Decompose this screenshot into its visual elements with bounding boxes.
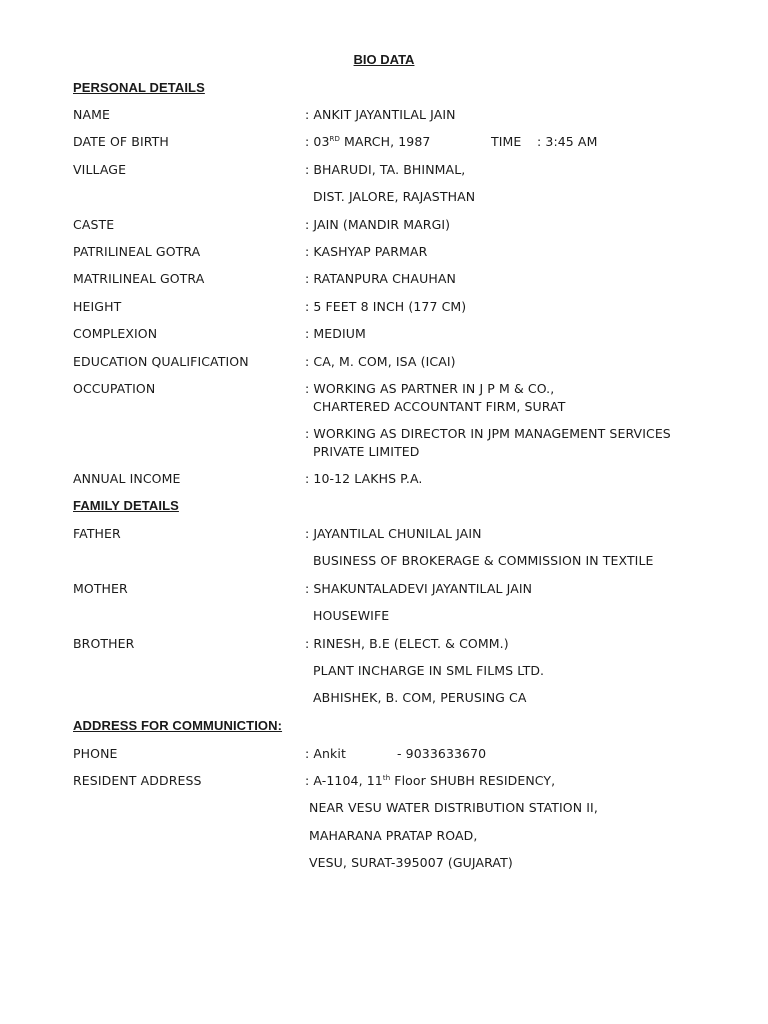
height-label: HEIGHT <box>73 299 122 314</box>
education-label: EDUCATION QUALIFICATION <box>73 354 249 369</box>
resident-address-label: RESIDENT ADDRESS <box>73 773 202 788</box>
education-value: : CA, M. COM, ISA (ICAI) <box>305 354 456 369</box>
personal-details-heading: PERSONAL DETAILS <box>73 80 205 95</box>
occupation-value-line1: : WORKING AS PARTNER IN J P M & CO., <box>305 381 555 396</box>
dob-prefix: : 03 <box>305 134 330 149</box>
resident-address-line3: MAHARANA PRATAP ROAD, <box>309 828 478 843</box>
father-value-line1: : JAYANTILAL CHUNILAL JAIN <box>305 526 482 541</box>
brother-value-line2: PLANT INCHARGE IN SML FILMS LTD. <box>313 663 545 678</box>
occupation-label: OCCUPATION <box>73 381 156 396</box>
res-superscript: th <box>382 774 391 782</box>
father-label: FATHER <box>73 526 121 541</box>
annual-income-label: ANNUAL INCOME <box>73 471 181 486</box>
resident-address-line4: VESU, SURAT-395007 (GUJARAT) <box>309 855 513 870</box>
resident-address-line1 <box>305 773 555 789</box>
occupation-value-line3: : WORKING AS DIRECTOR IN JPM MANAGEMENT SERVICES <box>305 426 671 441</box>
address-heading: ADDRESS FOR COMMUNICTION: <box>73 718 283 733</box>
brother-value-line3: ABHISHEK, B. COM, PERUSING CA <box>313 690 527 705</box>
dob-value <box>305 134 430 150</box>
matrilineal-gotra-label: MATRILINEAL GOTRA <box>73 271 205 286</box>
brother-label: BROTHER <box>73 636 135 651</box>
res-prefix: : A-1104, 11 <box>305 773 383 788</box>
complexion-value: : MEDIUM <box>305 326 366 341</box>
resident-address-line2: NEAR VESU WATER DISTRIBUTION STATION II, <box>309 800 598 815</box>
village-label: VILLAGE <box>73 162 127 177</box>
annual-income-value: : 10-12 LAKHS P.A. <box>305 471 423 486</box>
occupation-value-line2: CHARTERED ACCOUNTANT FIRM, SURAT <box>313 399 566 414</box>
dob-superscript: RD <box>329 135 340 143</box>
family-details-heading: FAMILY DETAILS <box>73 498 179 513</box>
document-title: BIO DATA <box>353 52 415 67</box>
phone-number: - 9033633670 <box>397 746 487 761</box>
mother-value-line1: : SHAKUNTALADEVI JAYANTILAL JAIN <box>305 581 533 596</box>
dob-rest: MARCH, 1987 <box>339 134 431 149</box>
caste-label: CASTE <box>73 217 115 232</box>
name-value: : ANKIT JAYANTILAL JAIN <box>305 107 456 122</box>
patrilineal-gotra-label: PATRILINEAL GOTRA <box>73 244 201 259</box>
matrilineal-gotra-value: : RATANPURA CHAUHAN <box>305 271 456 286</box>
height-value: : 5 FEET 8 INCH (177 CM) <box>305 299 467 314</box>
time-label: TIME <box>491 134 522 149</box>
name-label: NAME <box>73 107 110 122</box>
phone-name: : Ankit <box>305 746 346 761</box>
complexion-label: COMPLEXION <box>73 326 158 341</box>
patrilineal-gotra-value: : KASHYAP PARMAR <box>305 244 428 259</box>
village-value-line2: DIST. JALORE, RAJASTHAN <box>313 189 476 204</box>
caste-value: : JAIN (MANDIR MARGI) <box>305 217 451 232</box>
phone-label: PHONE <box>73 746 118 761</box>
time-value: : 3:45 AM <box>537 134 598 149</box>
village-value-line1: : BHARUDI, TA. BHINMAL, <box>305 162 466 177</box>
mother-label: MOTHER <box>73 581 128 596</box>
brother-value-line1: : RINESH, B.E (ELECT. & COMM.) <box>305 636 509 651</box>
mother-value-line2: HOUSEWIFE <box>313 608 390 623</box>
dob-label: DATE OF BIRTH <box>73 134 169 149</box>
father-value-line2: BUSINESS OF BROKERAGE & COMMISSION IN TEXTILE <box>313 553 654 568</box>
res-rest: Floor SHUBH RESIDENCY, <box>390 773 556 788</box>
occupation-value-line4: PRIVATE LIMITED <box>313 444 420 459</box>
